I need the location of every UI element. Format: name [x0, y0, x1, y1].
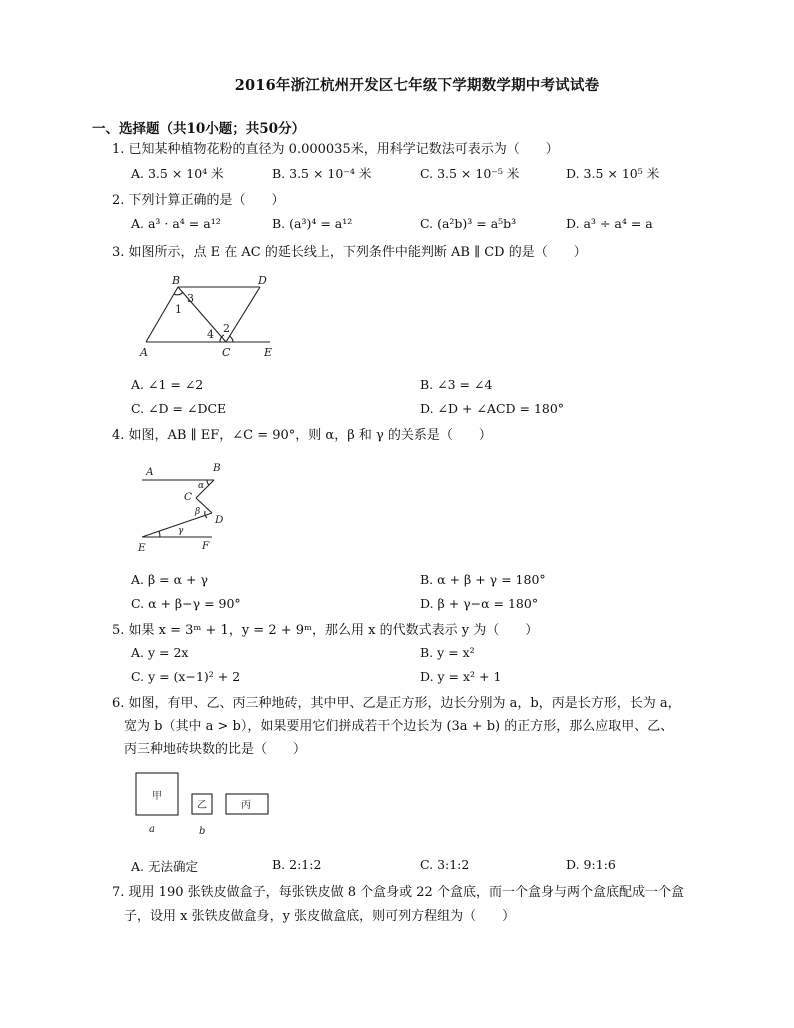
q4-label-a: A [146, 466, 154, 478]
q4-option-b: B. α + β + γ = 180° [420, 572, 546, 587]
q4-label-c: C [184, 491, 193, 503]
q4-label-gamma: γ [178, 526, 184, 536]
question-7-line-2: 子，设用 x 张铁皮做盒身，y 张皮做盒底，则可列方程组为（ ） [124, 909, 516, 924]
q3-label-e: E [264, 346, 273, 359]
q1-option-a: A. 3.5 × 10⁴ 米 [131, 166, 224, 181]
q6-option-b: B. 2:1:2 [272, 857, 322, 872]
q4-label-beta: β [195, 507, 201, 517]
section-heading: 一、选择题（共10小题；共50分） [92, 121, 306, 137]
tile-bing-label: 丙 [241, 800, 251, 811]
q6-option-d: D. 9:1:6 [566, 857, 616, 872]
q3-option-c: C. ∠D = ∠DCE [131, 401, 227, 416]
q3-label-c: C [222, 346, 231, 359]
q4-label-d: D [215, 514, 224, 526]
question-7-line-1: 7. 现用 190 张铁皮做盒子，每张铁皮做 8 个盒身或 22 个盒底，而一个盒身与两个盒底配成一个盒 [112, 885, 684, 900]
question-3-stem: 3. 如图所示，点 E 在 AC 的延长线上，下列条件中能判断 AB ∥ CD 的是（ ） [112, 245, 587, 260]
q4-label-alpha: α [198, 481, 205, 491]
q3-segment-dc [226, 287, 260, 342]
q4-option-d: D. β + γ−α = 180° [420, 596, 539, 611]
q2-option-b: B. (a³)⁴ = a¹² [272, 216, 353, 231]
q6-option-a: A. 无法确定 [131, 859, 198, 874]
exam-title: 2016年浙江杭州开发区七年级下学期数学期中考试试卷 [234, 77, 600, 94]
q3-label-a: A [140, 346, 148, 359]
q2-option-d: D. a³ ÷ a⁴ = a [566, 216, 653, 231]
q5-option-d: D. y = x² + 1 [420, 669, 502, 684]
question-4-stem: 4. 如图，AB ∥ EF，∠C = 90°，则 α，β 和 γ 的关系是（ ） [112, 428, 492, 443]
q3-angle-arc-dce [229, 336, 233, 342]
q4-segment-de [142, 513, 212, 537]
tile-side-b-label: b [199, 826, 206, 837]
q5-option-b: B. y = x² [420, 645, 475, 660]
q3-segment-bc [178, 287, 226, 342]
q4-option-a: A. β = α + γ [131, 572, 208, 587]
q3-option-b: B. ∠3 = ∠4 [420, 377, 493, 392]
q5-option-a: A. y = 2x [131, 645, 189, 660]
tile-jia-label: 甲 [152, 791, 162, 802]
q3-label-b: B [172, 274, 181, 287]
q6-tiles-figure [130, 770, 280, 840]
q4-angle-gamma-arc [159, 531, 160, 537]
question-6-line-1: 6. 如图，有甲、乙、丙三种地砖，其中甲、乙是正方形，边长分别为 a，b，丙是长方形，长为 a， [112, 696, 681, 711]
q5-option-c: C. y = (x−1)² + 2 [131, 669, 241, 684]
q4-label-b: B [213, 462, 221, 474]
q6-option-c: C. 3:1:2 [420, 857, 470, 872]
q1-option-b: B. 3.5 × 10⁻⁴ 米 [272, 166, 372, 181]
question-5-stem: 5. 如果 x = 3ᵐ + 1，y = 2 + 9ᵐ，那么用 x 的代数式表示 y 为（ ） [112, 623, 539, 638]
q3-label-angle-1: 1 [175, 303, 182, 316]
q3-label-angle-3: 3 [187, 292, 194, 305]
q4-label-e: E [138, 542, 146, 554]
q4-angle-alpha-arc [207, 480, 209, 485]
q3-parallelogram-figure [130, 272, 290, 364]
question-1-stem: 1. 已知某种植物花粉的直径为 0.000035米，用科学记数法可表示为（ ） [112, 142, 559, 157]
q2-option-c: C. (a²b)³ = a⁵b³ [420, 216, 517, 231]
q3-label-angle-2: 2 [223, 322, 230, 335]
tile-yi-label: 乙 [197, 800, 207, 811]
q3-label-angle-4: 4 [207, 328, 214, 341]
q2-option-a: A. a³ · a⁴ = a¹² [131, 216, 221, 231]
q3-segment-ab [146, 287, 178, 342]
q4-label-f: F [202, 540, 210, 552]
q4-option-c: C. α + β−γ = 90° [131, 596, 241, 611]
q3-label-d: D [258, 274, 267, 287]
q3-option-a: A. ∠1 = ∠2 [131, 377, 204, 392]
question-6-line-2: 宽为 b（其中 a > b），如果要用它们拼成若干个边长为 (3a + b) 的正方形，那么应取甲、乙、 [124, 719, 674, 734]
q1-option-c: C. 3.5 × 10⁻⁵ 米 [420, 166, 520, 181]
q4-parallel-lines-figure [132, 458, 242, 556]
tile-side-a-label: a [149, 824, 155, 835]
question-6-line-3: 丙三种地砖块数的比是（ ） [124, 742, 307, 757]
q1-option-d: D. 3.5 × 10⁵ 米 [566, 166, 660, 181]
q3-option-d: D. ∠D + ∠ACD = 180° [420, 401, 565, 416]
question-2-stem: 2. 下列计算正确的是（ ） [112, 193, 285, 208]
